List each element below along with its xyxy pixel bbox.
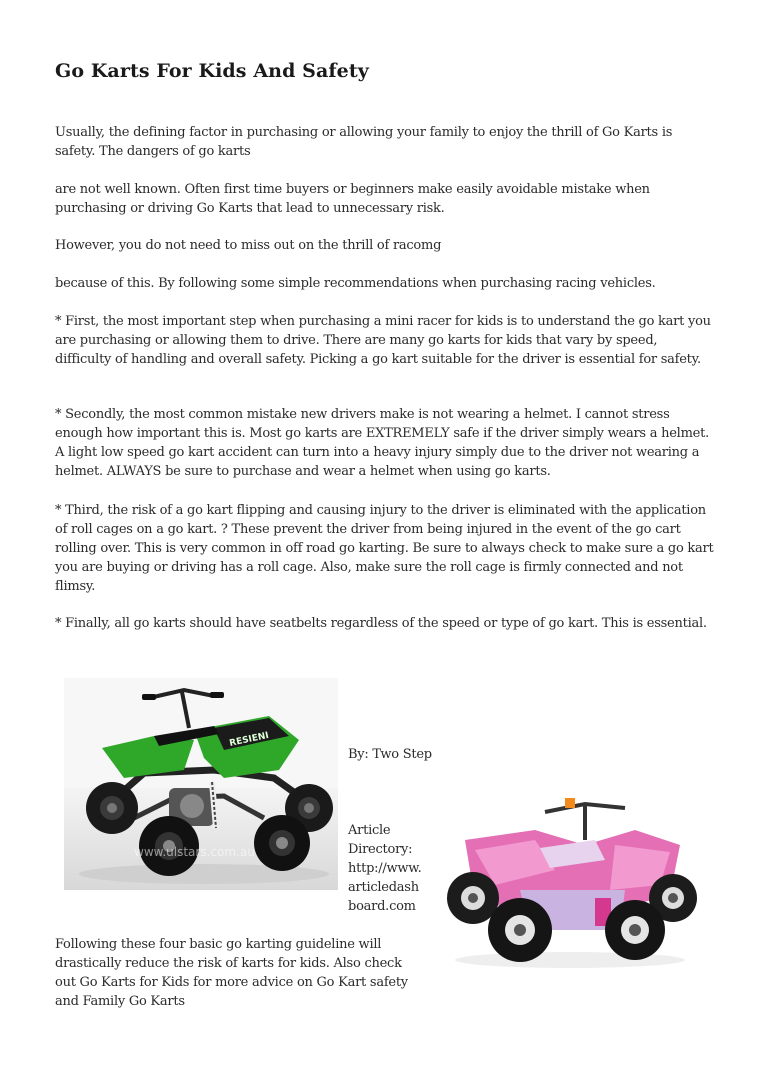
article-directory-url-2: articledash	[348, 880, 419, 895]
paragraph-first: * First, the most important step when purchasing a mini racer for kids is to understand the go kart you are purchasing or allowing them to drive. There are many go karts for kids that vary by speed, difficulty of handling and overall safety. Picking a go kart suitable for the driver is essential for safety.	[55, 314, 711, 367]
paragraph-intro: Usually, the defining factor in purchasing or allowing your family to enjoy the thrill of Go Karts is safety. The dangers of go karts	[55, 125, 673, 159]
green-atv-image	[64, 678, 338, 890]
page-title: Go Karts For Kids And Safety	[55, 60, 369, 82]
atv-decal-text: RESIENI	[228, 730, 270, 749]
paragraph-fourth: * Finally, all go karts should have seatbelts regardless of the speed or type of go kart. This is essential.	[55, 616, 707, 631]
byline: By: Two Step	[348, 747, 432, 762]
paragraph-second: * Secondly, the most common mistake new drivers make is not wearing a helmet. I cannot stress enough how important this is. Most go karts are EXTREMELY safe if the driver simply wears a helmet. A light low speed go kart accident can turn into a heavy injury simply due to the driver not wearing a helmet. ALWAYS be sure to purchase and wear a helmet when using go karts.	[55, 407, 709, 479]
watermark-text: www.ulstars.com.au	[134, 845, 255, 859]
paragraph-third: * Third, the risk of a go kart flipping and causing injury to the driver is eliminated with the application of roll cages on a go kart. ? These prevent the driver from being injured in the event of the go cart rolling over. This is very common in off road go karting. Be sure to always check to make sure a go kart you are buying or driving has a roll cage. Also, make sure the roll cage is firmly connected and not flimsy.	[55, 503, 714, 594]
pink-atv-image	[435, 790, 705, 972]
article-directory-url-3: board.com	[348, 899, 416, 914]
paragraph-however: However, you do not need to miss out on the thrill of racomg	[55, 238, 442, 253]
paragraph-recommendations: because of this. By following some simple recommendations when purchasing racing vehicles.	[55, 276, 656, 291]
article-directory-url-1: http://www.	[348, 861, 422, 876]
article-directory-label: Article Directory:	[348, 823, 413, 857]
closing-paragraph: Following these four basic go karting guideline will drastically reduce the risk of karts for kids. Also check out Go Karts for Kids for more advice on Go Kart safety and Family Go Karts	[55, 937, 408, 1009]
paragraph-dangers: are not well known. Often first time buyers or beginners make easily avoidable mistake when purchasing or driving Go Karts that lead to unnecessary risk.	[55, 182, 650, 216]
